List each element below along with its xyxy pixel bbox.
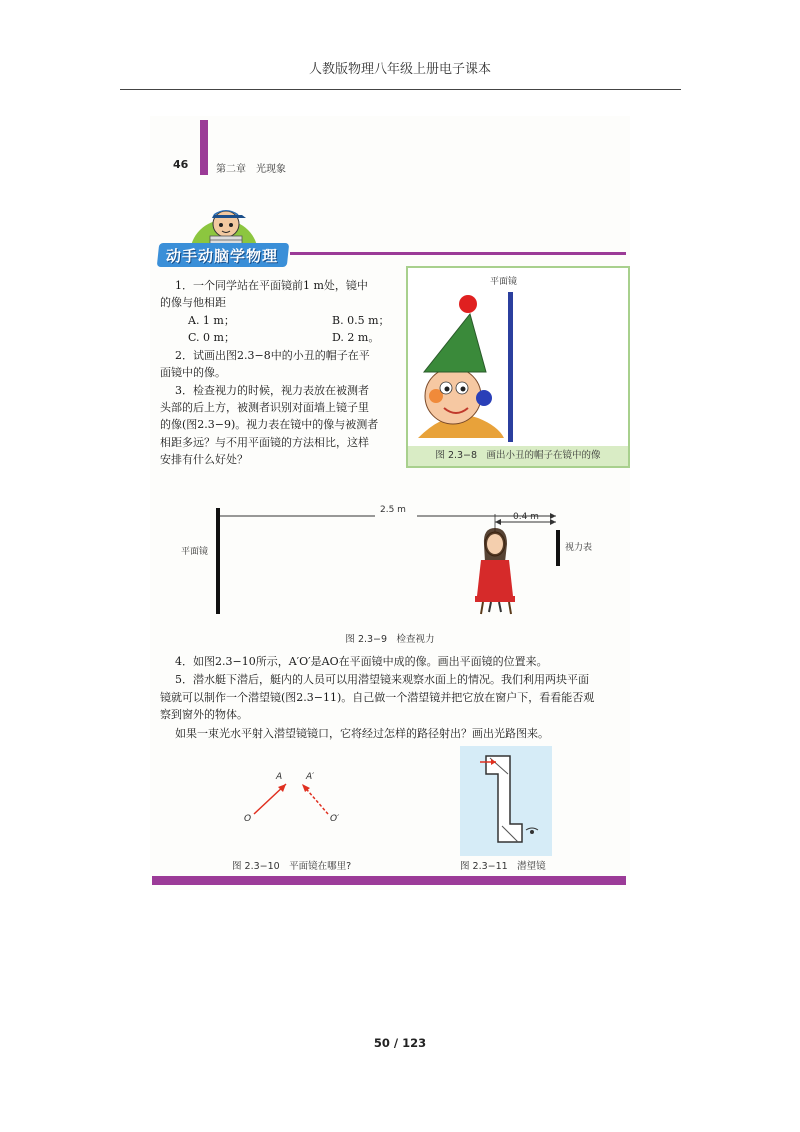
figure-2-3-11-caption: 图 2.3−11 潜望镜: [460, 861, 546, 872]
banner-rule: [290, 252, 626, 255]
question-5-line-3: 察到窗外的物体。: [160, 708, 248, 721]
banner-title: 动手动脑学物理: [166, 247, 279, 265]
question-3-line-2: 头部的后上方，被测者识别对面墙上镜子里: [160, 401, 369, 414]
clown-nose-icon: [476, 390, 492, 406]
chapter-accent-bar: [200, 120, 208, 175]
figure-2-3-11: [460, 746, 552, 856]
distance-small-label: 0.4 m: [513, 512, 539, 522]
mirror-wall-icon: [216, 508, 220, 614]
label-a: A: [276, 772, 283, 782]
question-5-line-1: 5．潜水艇下潜后，艇内的人员可以用潜望镜来观察水面上的情况。我们利用两块平面: [175, 673, 589, 686]
question-3-line-1: 3．检查视力的时候，视力表放在被测者: [175, 384, 369, 397]
question-2-line-2: 面镜中的像。: [160, 366, 226, 379]
clown-mirror-illustration: [408, 268, 628, 446]
question-1-line-2: 的像与他相距: [160, 296, 226, 309]
option-c: C. 0 m；: [188, 331, 235, 344]
header-divider: [120, 89, 681, 90]
figure-2-3-10: [220, 770, 400, 870]
question-5-line-4: 如果一束光水平射入潜望镜镜口，它将经过怎样的路径射出？画出光路图来。: [175, 727, 549, 740]
question-2-line-1: 2．试画出图2.3−8中的小丑的帽子在平: [175, 349, 370, 362]
question-5-line-2: 镜就可以制作一个潜望镜(图2.3−11)。自己做一个潜望镜并把它放在窗户下，看看能否观: [160, 691, 595, 704]
label-o-prime: O′: [330, 814, 340, 824]
page-number: 46: [173, 158, 189, 171]
figure-2-3-10-caption: 图 2.3−10 平面镜在哪里?: [232, 861, 352, 872]
distance-total-label: 2.5 m: [380, 505, 406, 515]
question-4: 4．如图2.3−10所示，A′O′是AO在平面镜中成的像。画出平面镜的位置来。: [175, 655, 548, 668]
document-header-title: 人教版物理八年级上册电子课本: [308, 62, 491, 77]
vision-test-diagram: [175, 500, 605, 618]
figure-2-3-9-caption: 图 2.3−9 检查视力: [345, 634, 435, 645]
hat-pompom-icon: [459, 295, 477, 313]
option-b: B. 0.5 m；: [332, 314, 390, 327]
option-a: A. 1 m；: [188, 314, 235, 327]
mirror-label: 平面镜: [490, 277, 518, 287]
page-counter: 50 / 123: [373, 1036, 427, 1050]
question-1-line-1: 1．一个同学站在平面镜前1 m处，镜中: [175, 279, 368, 292]
eye-chart-label: 视力表: [565, 543, 593, 553]
periscope-icon: [460, 746, 552, 856]
mirror-label: 平面镜: [181, 547, 209, 557]
page-bottom-bar: [152, 876, 626, 885]
label-a-prime: A′: [306, 772, 315, 782]
eye-icon: [526, 828, 538, 830]
question-3-line-5: 安排有什么好处？: [160, 453, 248, 466]
seated-girl-icon: [475, 528, 515, 614]
plane-mirror-icon: [508, 292, 513, 442]
figure-2-3-8-caption: 图 2.3−8 画出小丑的帽子在镜中的像: [408, 446, 628, 466]
figure-2-3-8: [406, 266, 630, 468]
figure-2-3-9: [175, 500, 605, 650]
question-3-line-4: 相距多远？与不用平面镜的方法相比，这样: [160, 436, 369, 449]
label-o: O: [244, 814, 252, 824]
option-d: D. 2 m。: [332, 331, 380, 344]
eye-chart-board-icon: [556, 530, 560, 566]
clown-hat-icon: [424, 314, 486, 372]
chapter-title: 第二章 光现象: [216, 164, 286, 175]
question-3-line-3: 的像(图2.3−9)。视力表在镜中的像与被测者: [160, 418, 379, 431]
